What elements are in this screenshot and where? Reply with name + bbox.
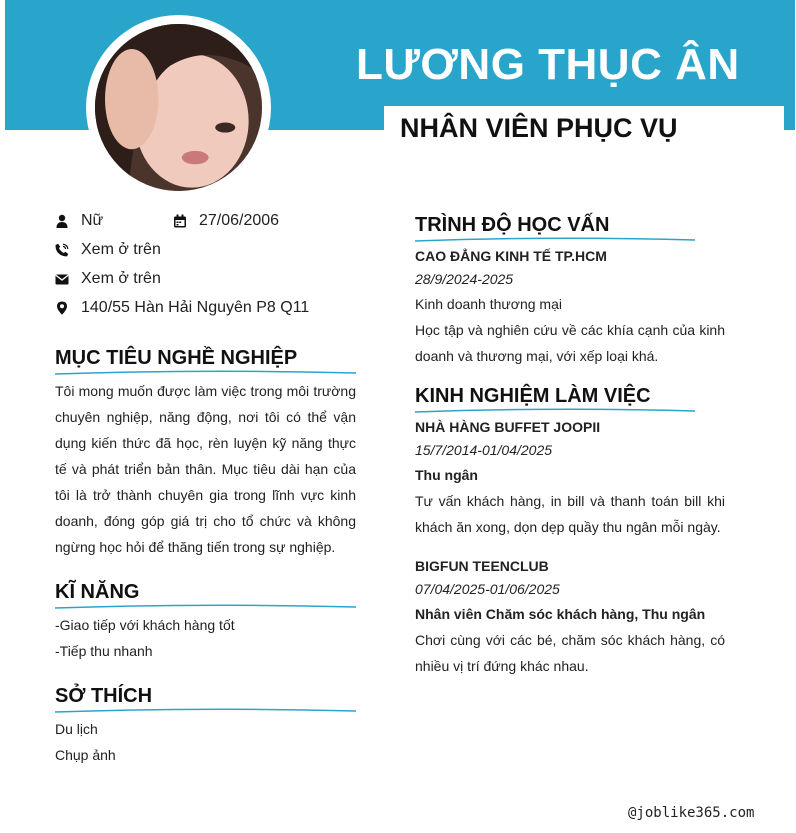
- job-description: Tư vấn khách hàng, in bill và thanh toán bill khi khách ăn xong, dọn dẹp quầy thu ngân mỗi ngày.: [415, 493, 725, 535]
- email-row: [55, 270, 161, 288]
- hobby-item: Chụp ảnh: [55, 747, 116, 763]
- hobbies-underline: [55, 708, 356, 714]
- objective-underline: [55, 370, 356, 376]
- job-period: 15/7/2014-01/04/2025: [415, 442, 553, 458]
- job-company: NHÀ HÀNG BUFFET JOOPII: [415, 419, 601, 435]
- address-value: 140/55 Hàn Hải Nguyên P8 Q11: [81, 299, 310, 316]
- job-description: Chơi cùng với các bé, chăm sóc khách hàng, có nhiều vị trí đứng khác nhau.: [415, 632, 725, 674]
- job-title: NHÂN VIÊN PHỤC VỤ: [400, 113, 678, 143]
- education-description: Học tập và nghiên cứu về các khía cạnh của kinh doanh và thương mại, với xếp loại khá.: [415, 322, 725, 364]
- phone-value: Xem ở trên: [81, 241, 161, 258]
- education-title: TRÌNH ĐỘ HỌC VẤN: [415, 214, 610, 236]
- skill-item: -Giao tiếp với khách hàng tốt: [55, 617, 235, 633]
- map-pin-icon: [55, 301, 69, 315]
- email-value: Xem ở trên: [81, 270, 161, 287]
- phone-row: [55, 241, 161, 259]
- education-school: CAO ĐẲNG KINH TẾ TP.HCM: [415, 248, 607, 264]
- phone-icon: [55, 243, 69, 257]
- experience-title: KINH NGHIỆM LÀM VIỆC: [415, 385, 651, 407]
- envelope-icon: [55, 272, 69, 286]
- objective-title: MỤC TIÊU NGHỀ NGHIỆP: [55, 347, 298, 369]
- avatar: [95, 24, 262, 191]
- birthdate-value: 27/06/2006: [199, 212, 280, 229]
- person-icon: [55, 214, 69, 228]
- job-period: 07/04/2025-01/06/2025: [415, 581, 560, 597]
- hobbies-title: SỞ THÍCH: [55, 685, 153, 707]
- education-major: Kinh doanh thương mại: [415, 296, 562, 312]
- job-company: BIGFUN TEENCLUB: [415, 558, 549, 574]
- skills-underline: [55, 604, 356, 610]
- watermark-text: @joblike365.com: [628, 805, 755, 821]
- hobby-item: Du lịch: [55, 721, 98, 737]
- job-role: Thu ngân: [415, 467, 478, 483]
- skill-item: -Tiếp thu nhanh: [55, 643, 153, 659]
- address-row: [55, 299, 309, 317]
- candidate-name: LƯƠNG THỤC ÂN: [356, 40, 740, 89]
- experience-underline: [415, 408, 695, 414]
- job-role: Nhân viên Chăm sóc khách hàng, Thu ngân: [415, 606, 706, 622]
- gender-row: [55, 212, 103, 230]
- education-period: 28/9/2024-2025: [415, 271, 514, 287]
- gender-value: Nữ: [81, 212, 104, 229]
- objective-text: Tôi mong muốn được làm việc trong môi trường chuyên nghiệp, năng động, nơi tôi có thể vận dụng kiến thức đã học, rèn luyện kỹ năng thực tế và phát triển bản thân. Mục tiêu dài hạn của tôi là trở thành chuyên gia trong lĩnh vực kinh doanh, đóng góp giá trị cho tổ chức và không ngừng học hỏi để thăng tiến trong sự nghiệp.: [55, 383, 356, 555]
- skills-title: KĨ NĂNG: [55, 581, 140, 603]
- education-underline: [415, 237, 695, 243]
- calendar-icon: [173, 214, 187, 228]
- birthdate-row: [173, 212, 279, 230]
